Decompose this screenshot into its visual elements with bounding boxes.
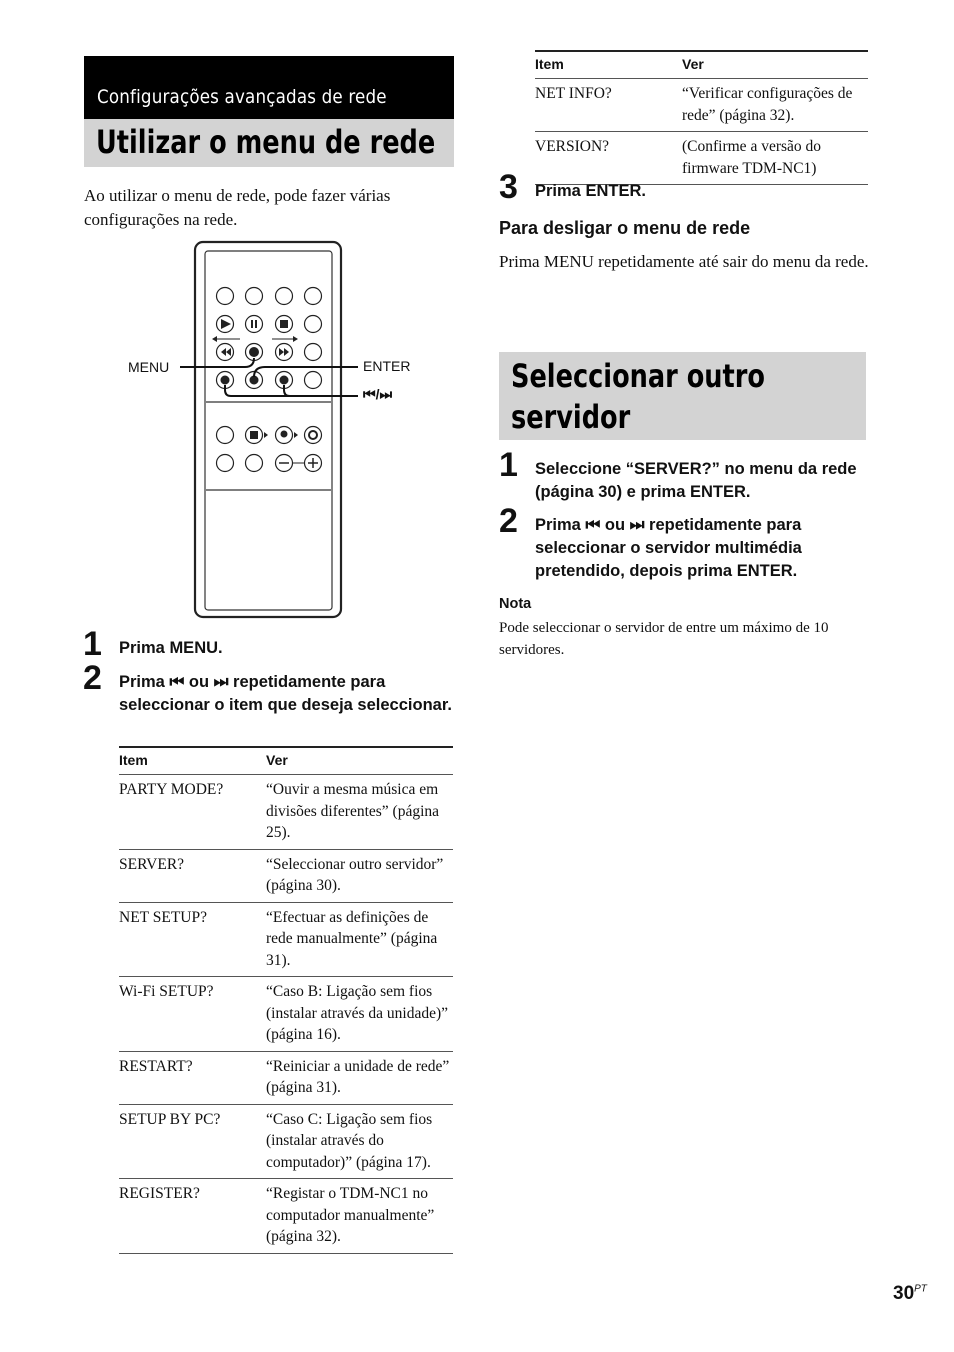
section-header-band <box>84 56 454 119</box>
step-3-text: Prima ENTER. <box>535 182 646 200</box>
step-1-text: Prima MENU. <box>119 639 223 657</box>
item-cell: SERVER? <box>119 849 266 902</box>
turn-off-text: Prima MENU repetidamente até sair do menu da rede. <box>499 252 869 271</box>
remote-control-illustration <box>120 238 440 622</box>
table-row <box>119 775 453 850</box>
reference-cell: “Reiniciar a unidade de rede” (página 31). <box>266 1051 453 1104</box>
page-title-band <box>84 119 454 167</box>
step-1-number: 1 <box>83 625 102 663</box>
table-row <box>119 1104 453 1179</box>
reference-cell: “Verificar configurações de rede” (página 32). <box>682 79 868 132</box>
step-2-text: Prima ⏮ ou ⏭ repetidamente para seleccionar o item que deseja seleccionar. <box>119 673 452 714</box>
skip-label: ⏮/⏭ <box>363 386 393 402</box>
intro-paragraph: Ao utilizar o menu de rede, pode fazer várias configurações na rede. <box>84 186 391 229</box>
item-cell: Wi-Fi SETUP? <box>119 977 266 1052</box>
reference-cell: “Ouvir a mesma música em divisões diferentes” (página 25). <box>266 775 453 850</box>
section-2-title-band <box>499 352 866 440</box>
column-header-item: Item <box>535 51 682 79</box>
note-title: Nota <box>499 596 532 612</box>
page-number-suffix: PT <box>914 1283 927 1295</box>
item-cell: PARTY MODE? <box>119 775 266 850</box>
reference-cell: (Confirme a versão do firmware TDM-NC1) <box>682 132 868 185</box>
table-row <box>535 132 868 185</box>
table-row <box>119 1051 453 1104</box>
reference-cell: “Registar o TDM-NC1 no computador manualmente” (página 32). <box>266 1179 453 1254</box>
network-menu-table-cont <box>535 50 868 185</box>
s2-step-1-number: 1 <box>499 446 518 484</box>
table-row <box>119 1179 453 1254</box>
reference-cell: “Seleccionar outro servidor” (página 30). <box>266 849 453 902</box>
column-header-ver: Ver <box>266 747 453 775</box>
reference-cell: “Efectuar as definições de rede manualmente” (página 31). <box>266 902 453 977</box>
network-menu-table <box>119 746 453 1254</box>
step-3-number: 3 <box>499 168 518 206</box>
page-title: Utilizar o menu de rede <box>96 123 436 161</box>
table-header-row <box>119 747 453 775</box>
menu-label: MENU <box>128 359 170 375</box>
enter-label: ENTER <box>363 358 411 374</box>
item-cell: NET INFO? <box>535 79 682 132</box>
table-row <box>119 849 453 902</box>
item-cell: NET SETUP? <box>119 902 266 977</box>
column-header-ver: Ver <box>682 51 868 79</box>
table-header-row <box>535 51 868 79</box>
reference-cell: “Caso C: Ligação sem fios (instalar através do computador)” (página 17). <box>266 1104 453 1179</box>
table-row <box>119 977 453 1052</box>
column-header-item: Item <box>119 747 266 775</box>
s2-step-2-number: 2 <box>499 502 518 540</box>
page-number <box>893 1283 927 1305</box>
turn-off-heading: Para desligar o menu de rede <box>499 218 751 238</box>
item-cell: SETUP BY PC? <box>119 1104 266 1179</box>
item-cell: RESTART? <box>119 1051 266 1104</box>
item-cell: VERSION? <box>535 132 682 185</box>
step-2-number: 2 <box>83 659 102 697</box>
table-row <box>119 902 453 977</box>
s2-step-1-text: Seleccione “SERVER?” no menu da rede (página 30) e prima ENTER. <box>535 460 857 501</box>
section-title: Configurações avançadas de rede <box>97 86 387 108</box>
reference-cell: “Caso B: Ligação sem fios (instalar através da unidade)” (página 16). <box>266 977 453 1052</box>
s2-step-2-text: Prima ⏮ ou ⏭ repetidamente para seleccionar o servidor multimédia pretendido, depois prima ENTER. <box>535 516 802 580</box>
section-2-title: Seleccionar outro servidor <box>511 357 765 436</box>
page-number-value: 30 <box>893 1283 915 1304</box>
note-text: Pode seleccionar o servidor de entre um máximo de 10 servidores. <box>499 620 829 658</box>
item-cell: REGISTER? <box>119 1179 266 1254</box>
table-row <box>535 79 868 132</box>
